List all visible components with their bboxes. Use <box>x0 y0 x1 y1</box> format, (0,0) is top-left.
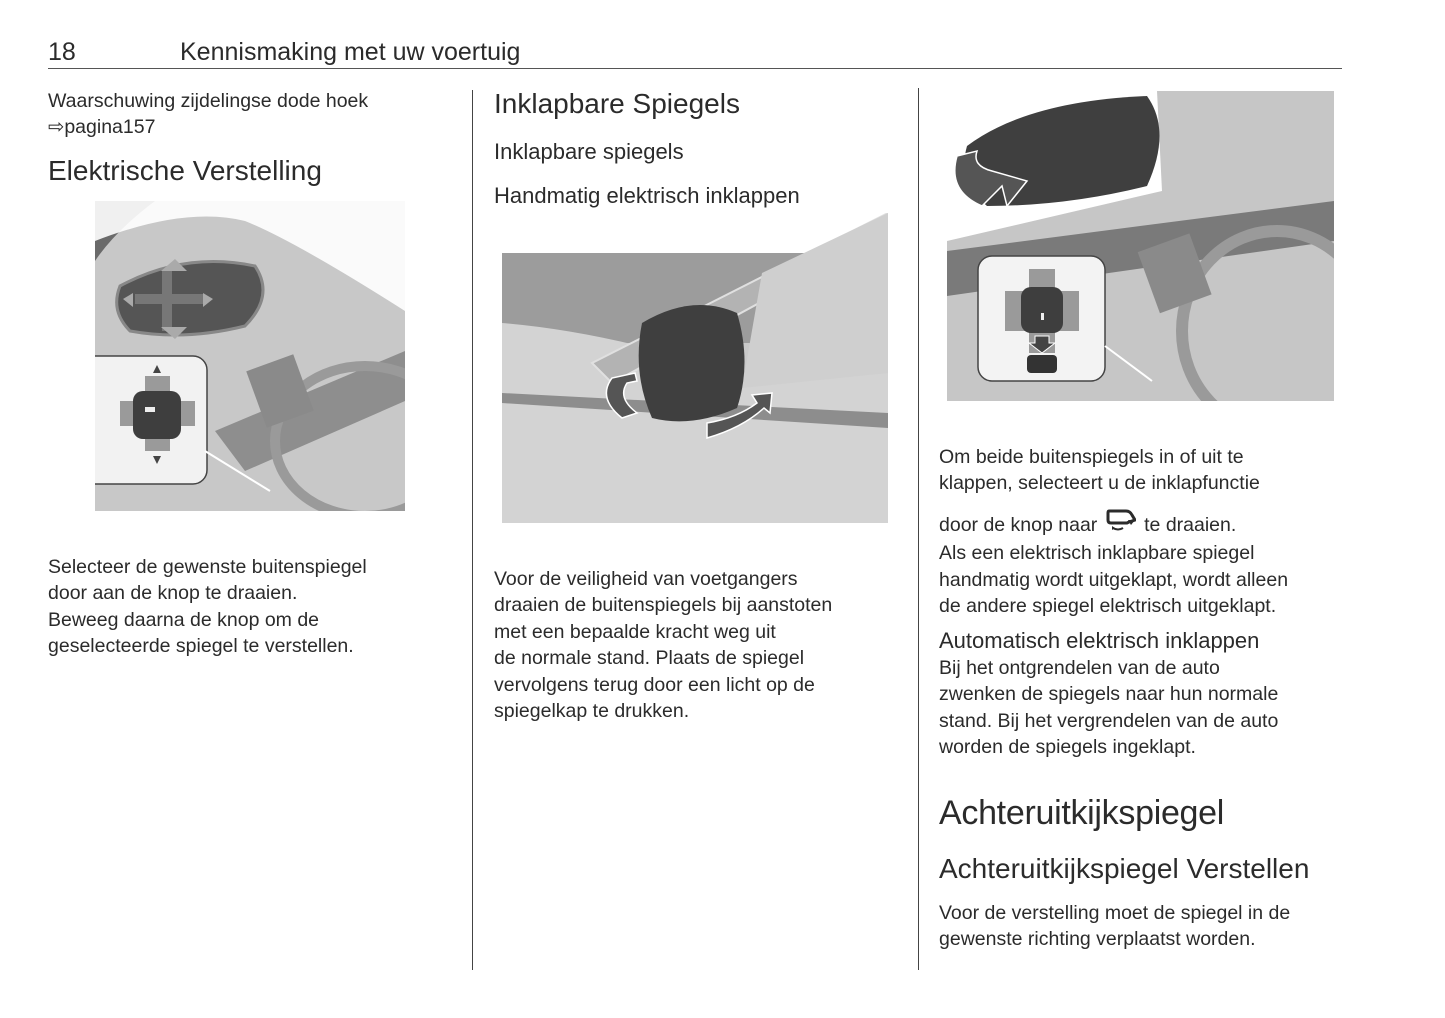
subheading-automatisch-elektrisch-inklappen: Automatisch elektrisch inklappen <box>939 628 1260 653</box>
text-line: gewenste richting verplaatst worden. <box>939 928 1256 951</box>
figure-mirror-adjust <box>95 201 405 511</box>
text-line: door aan de knop te draaien. <box>48 582 298 605</box>
text-line: met een bepaalde kracht weg uit <box>494 620 776 643</box>
text-line: de andere spiegel elektrisch uitgeklapt. <box>939 595 1277 618</box>
crossref <box>48 88 368 141</box>
text-line: handmatig wordt uitgeklapt, wordt alleen <box>939 568 1289 591</box>
text-line: zwenken de spiegels naar hun normale <box>939 683 1279 706</box>
mirror-fold-knob-illustration-icon <box>947 91 1334 401</box>
header-rule <box>48 68 1342 69</box>
text-line-with-icon <box>939 509 1288 540</box>
paragraph-voetgangers <box>494 566 832 724</box>
mirror-adjust-illustration-icon <box>95 201 405 511</box>
text-line: Beweeg daarna de knop om de <box>48 608 320 631</box>
text-line: Om beide buitenspiegels in of uit te <box>939 446 1244 468</box>
subheading-handmatig-elektrisch-inklappen: Handmatig elektrisch inklappen <box>494 183 800 208</box>
page-number: 18 <box>48 38 76 66</box>
text-fragment: te draaien. <box>1144 513 1237 536</box>
heading-elektrische-verstelling: Elektrische Verstelling <box>48 155 322 186</box>
text-line: vervolgens terug door een licht op de <box>494 673 815 696</box>
text-line: Als een elektrisch inklapbare spiegel <box>939 542 1255 565</box>
text-line: Selecteer de gewenste buitenspiegel <box>48 556 367 578</box>
paragraph-automatisch-inklappen <box>939 655 1278 761</box>
text-line: Voor de verstelling moet de spiegel in de <box>939 902 1291 924</box>
crossref-link[interactable]: ⇨pagina157 <box>48 116 156 139</box>
mirror-fold-illustration-icon <box>502 213 888 523</box>
column-divider-1 <box>472 90 473 970</box>
text-line: geselecteerde spiegel te verstellen. <box>48 635 354 658</box>
heading-inklapbare-spiegels: Inklapbare Spiegels <box>494 88 740 119</box>
subheading-inklapbare-spiegels: Inklapbare spiegels <box>494 139 684 164</box>
figure-mirror-fold <box>502 213 888 523</box>
column-divider-2 <box>918 88 919 970</box>
subheading-achteruitkijkspiegel-verstellen: Achteruitkijkspiegel Verstellen <box>939 853 1310 884</box>
figure-mirror-fold-knob <box>947 91 1334 401</box>
text-line: draaien de buitenspiegels bij aanstoten <box>494 594 833 617</box>
text-line: spiegelkap te drukken. <box>494 700 690 723</box>
crossref-text: Waarschuwing zijdelingse dode hoek <box>48 90 369 112</box>
heading-achteruitkijkspiegel: Achteruitkijkspiegel <box>939 794 1225 832</box>
mirror-fold-symbol-icon <box>1106 509 1136 540</box>
paragraph-elektrische-verstelling <box>48 554 367 660</box>
page-header-title: Kennismaking met uw voertuig <box>180 38 521 66</box>
text-line: Bij het ontgrendelen van de auto <box>939 657 1220 679</box>
text-line: de normale stand. Plaats de spiegel <box>494 647 805 670</box>
text-line: worden de spiegels ingeklapt. <box>939 736 1196 759</box>
text-line: klappen, selecteert u de inklapfunctie <box>939 472 1260 495</box>
text-fragment: door de knop naar <box>939 513 1098 536</box>
text-line: stand. Bij het vergrendelen van de auto <box>939 709 1279 732</box>
paragraph-inklapfunctie <box>939 444 1288 619</box>
text-line: Voor de veiligheid van voetgangers <box>494 568 798 590</box>
paragraph-achteruitkijkspiegel <box>939 900 1290 953</box>
